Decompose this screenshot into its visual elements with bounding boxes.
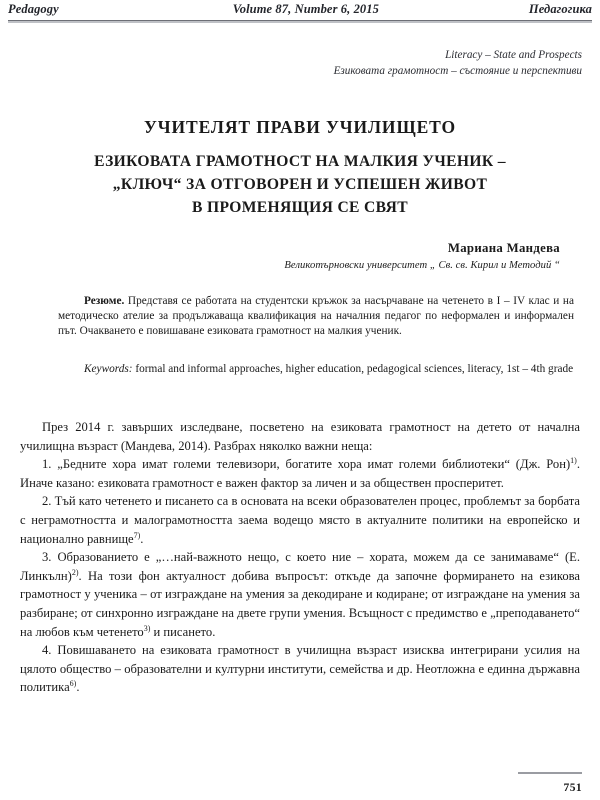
title-block [42,116,558,219]
body-paragraph-item-4-text: 4. Повишаването на езиковата грамотност в училищна възраст изисква интегрирани усилия на цялото общество – образователни и културни институти, семейства и др. Неотложна е единна държавна политика [20,643,580,695]
footnote-marker-2: 7) [133,530,141,540]
article-subtitle-line-2: „КЛЮЧ“ ЗА ОТГОВОРЕН И УСПЕШЕН ЖИВОТ [112,176,488,193]
article-subtitle-line-3: В ПРОМЕНЯЩИЯ СЕ СВЯТ [191,199,409,216]
rubric-bulgarian: Езиковата грамотност – състояние и перспективи [333,65,582,77]
author-block [42,240,560,273]
keywords-section [58,362,574,377]
author-name: Мариана Мандева [447,241,560,255]
body-paragraph-intro-text: През 2014 г. завърших изследване, посветено на езиковата грамотност на детето от начална училищна възраст (Мандева, 2014). Разбрах няколко важни неща: [20,420,580,453]
body-paragraph-item-2-text-after: . [140,531,144,546]
body-paragraph-item-2 [20,492,580,548]
abstract-label: Резюме. [84,295,125,307]
author-affiliation: Великотърновски университет „ Св. св. Кирил и Методий “ [284,260,560,271]
body-paragraph-item-3-text: 3. Образованието е „…най-важното нещо, с което ние – хората, можем да се занимаваме“ (Е. Линкълн) [20,550,580,583]
body-paragraph-item-1-text-after: . Иначе казано: езиковата грамотност е важен фактор за личен и за обществен просперитет. [20,457,580,490]
body-paragraph-item-3-text-after: . На този фон актуалност добива въпросът: откъде да започне формирането на езикова грамотност у ученика – от изграждане на умения за декодиране и кодиране; от изграждане на умения за разбиране; от синхронно изграждане на двете групи умения. Всъщност с предимство е „преподаването“ на любов към четенето [20,568,580,639]
running-head-right: Педагогика [528,2,592,16]
keywords-label: Keywords: [84,363,133,375]
footnote-marker-3b: 3) [143,623,151,633]
body-paragraph-item-3-text-after-2: и писането. [150,624,216,639]
footnote-marker-3: 2) [71,567,79,577]
body-paragraph-intro [20,418,580,455]
header-rule [8,20,592,23]
footnote-marker-1: 1) [570,456,577,465]
body-text [20,418,580,697]
body-paragraph-item-3 [20,548,580,641]
running-head-left: Pedagogy [8,2,59,16]
abstract-section [58,294,574,339]
page-title: УЧИТЕЛЯТ ПРАВИ УЧИЛИЩЕТО [144,117,456,137]
article-subtitle [42,150,558,219]
abstract-paragraph [58,294,574,339]
body-paragraph-item-4-text-after: . [76,680,80,695]
rubric-english: Literacy – State and Prospects [445,49,582,61]
keywords-text: formal and informal approaches, higher education, pedagogical sciences, literacy, 1st – 4th grade [132,363,574,375]
body-paragraph-item-2-text: 2. Тъй като четенето и писането са в основата на всеки образователен процес, проблемът за борбата с неграмотността и малограмотността заема водещо място в актуалните политики на европейско и национално равнище [20,494,580,546]
article-subtitle-line-1: ЕЗИКОВАТА ГРАМОТНОСТ НА МАЛКИЯ УЧЕНИК – [94,153,506,170]
section-rubric [60,47,582,79]
keywords-paragraph [58,362,574,377]
running-head-center: Volume 87, Number 6, 2015 [232,2,379,16]
body-paragraph-item-4 [20,641,580,697]
abstract-text: Представя се работата на студентски кръжок за насърчаване на четенето в I – IV клас и на методическо ателие за продължаваща квалификация на началния педагог по неформален и информален път. Очакването е повишаване езиковата грамотност на малкия ученик. [58,295,574,338]
folio-rule [518,772,582,774]
body-paragraph-item-1-text: 1. „Бедните хора имат големи телевизори, богатите хора имат големи библиотеки“ (Дж. Рон) [42,457,571,472]
footnote-marker-4: 6) [69,679,77,689]
body-paragraph-item-1 [20,455,580,492]
page-number: 751 [563,782,582,794]
